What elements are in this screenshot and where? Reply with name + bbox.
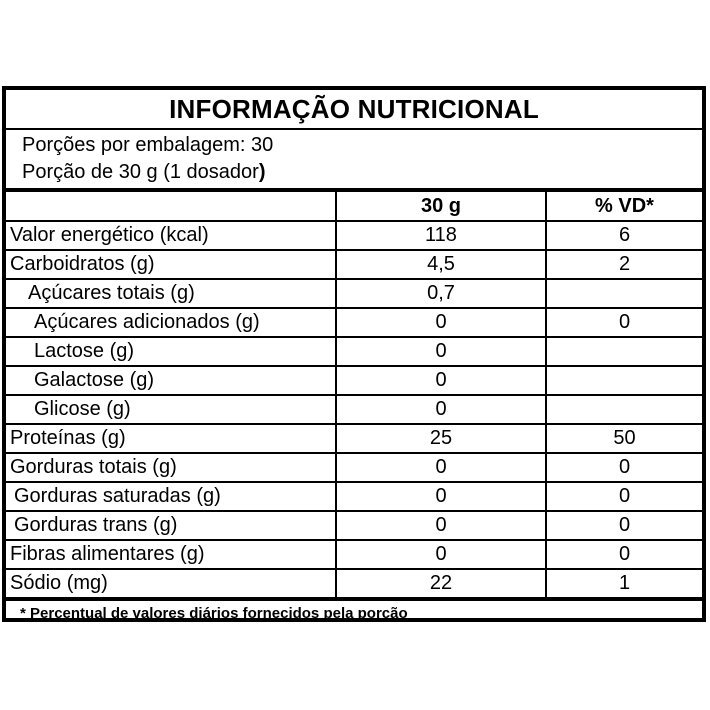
portion-size-text: Porção de 30 g (1 dosador bbox=[22, 161, 259, 183]
table-row bbox=[6, 569, 702, 597]
nutrient-daily-value bbox=[546, 395, 702, 424]
table-row bbox=[6, 482, 702, 511]
nutrient-value: 4,5 bbox=[336, 250, 546, 279]
label-title: INFORMAÇÃO NUTRICIONAL bbox=[6, 90, 702, 130]
nutrient-name: Gorduras totais (g) bbox=[6, 453, 336, 482]
nutrient-value: 0 bbox=[336, 337, 546, 366]
nutrient-name: Galactose (g) bbox=[6, 366, 336, 395]
nutrient-daily-value: 0 bbox=[546, 308, 702, 337]
nutrient-value: 0 bbox=[336, 395, 546, 424]
nutrient-daily-value: 0 bbox=[546, 540, 702, 569]
nutrient-value: 22 bbox=[336, 569, 546, 597]
portions-per-package: Porções por embalagem: 30 bbox=[22, 134, 274, 156]
table-row bbox=[6, 250, 702, 279]
table-row bbox=[6, 279, 702, 308]
nutrient-name: Glicose (g) bbox=[6, 395, 336, 424]
nutrient-value: 0 bbox=[336, 453, 546, 482]
table-row bbox=[6, 221, 702, 250]
portion-size-close-paren: ) bbox=[258, 161, 266, 183]
nutrient-name: Lactose (g) bbox=[6, 337, 336, 366]
nutrient-name: Açúcares totais (g) bbox=[6, 279, 336, 308]
nutrient-value: 0 bbox=[336, 482, 546, 511]
table-row bbox=[6, 511, 702, 540]
nutrient-daily-value: 0 bbox=[546, 453, 702, 482]
portion-info bbox=[6, 130, 702, 192]
nutrient-value: 118 bbox=[336, 221, 546, 250]
header-nutrient bbox=[6, 192, 336, 221]
nutrient-value: 0 bbox=[336, 511, 546, 540]
table-row bbox=[6, 395, 702, 424]
table-row bbox=[6, 366, 702, 395]
nutrient-value: 0 bbox=[336, 540, 546, 569]
table-row bbox=[6, 308, 702, 337]
header-daily-value: % VD* bbox=[546, 192, 702, 221]
nutrient-daily-value bbox=[546, 279, 702, 308]
nutrient-name: Açúcares adicionados (g) bbox=[6, 308, 336, 337]
nutrient-name: Proteínas (g) bbox=[6, 424, 336, 453]
nutrient-daily-value: 50 bbox=[546, 424, 702, 453]
nutrient-name: Gorduras trans (g) bbox=[6, 511, 336, 540]
nutrient-value: 25 bbox=[336, 424, 546, 453]
table-row bbox=[6, 424, 702, 453]
table-row bbox=[6, 540, 702, 569]
table-header-row bbox=[6, 192, 702, 221]
nutrient-daily-value: 0 bbox=[546, 482, 702, 511]
nutrient-daily-value: 2 bbox=[546, 250, 702, 279]
nutrient-name: Fibras alimentares (g) bbox=[6, 540, 336, 569]
nutrient-name: Gorduras saturadas (g) bbox=[6, 482, 336, 511]
nutrition-table bbox=[6, 192, 702, 597]
nutrient-daily-value: 6 bbox=[546, 221, 702, 250]
nutrient-value: 0 bbox=[336, 366, 546, 395]
nutrient-value: 0,7 bbox=[336, 279, 546, 308]
nutrient-daily-value bbox=[546, 337, 702, 366]
nutrient-daily-value: 1 bbox=[546, 569, 702, 597]
nutrient-daily-value: 0 bbox=[546, 511, 702, 540]
header-portion: 30 g bbox=[336, 192, 546, 221]
table-row bbox=[6, 337, 702, 366]
nutrient-name: Carboidratos (g) bbox=[6, 250, 336, 279]
nutrient-name: Valor energético (kcal) bbox=[6, 221, 336, 250]
nutrient-value: 0 bbox=[336, 308, 546, 337]
footnote: * Percentual de valores diários fornecidos pela porção bbox=[6, 597, 702, 623]
nutrient-name: Sódio (mg) bbox=[6, 569, 336, 597]
portion-size bbox=[22, 159, 702, 186]
table-row bbox=[6, 453, 702, 482]
nutrient-daily-value bbox=[546, 366, 702, 395]
nutrition-facts-label bbox=[2, 86, 706, 622]
